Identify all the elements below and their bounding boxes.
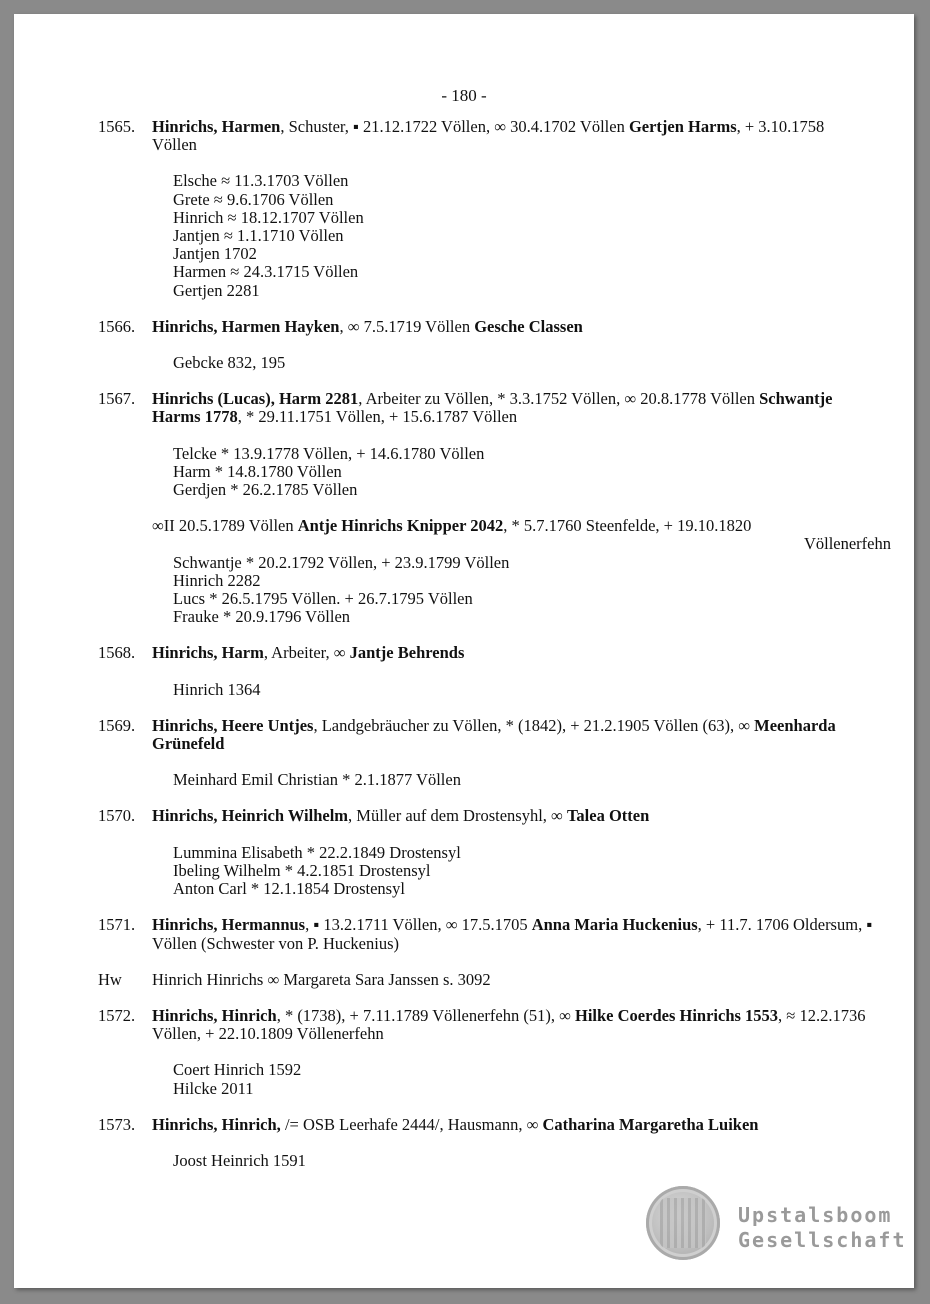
name-text: Talea Otten [566, 806, 650, 826]
genealogy-entries [98, 117, 891, 1188]
name-text: Anna Maria Huckenius [531, 915, 698, 935]
entry-number: 1568. [98, 643, 136, 663]
watermark-logo [738, 1203, 907, 1253]
entry-heading [152, 644, 873, 662]
genealogy-entry [98, 389, 891, 627]
detail-text: , ▪ 13.2.1711 Völlen, ∞ 17.5.1705 [305, 915, 532, 935]
name-text: Gertjen Harms [628, 117, 737, 136]
genealogy-entry [98, 971, 873, 989]
child-item: Joost Heinrich 1591 [173, 1150, 306, 1170]
child-item: Frauke * 20.9.1796 Völlen [173, 607, 351, 627]
detail-text: /= OSB Leerhafe 2444/, Hausmann, ∞ [280, 1114, 543, 1134]
child-item: Harmen ≈ 24.3.1715 Völlen [173, 262, 359, 282]
entry-heading [152, 118, 873, 154]
second-marriage-line [152, 517, 873, 535]
child-item: Jantjen ≈ 1.1.1710 Völlen [173, 226, 344, 246]
genealogy-entry [98, 1007, 873, 1098]
detail-text: Hinrich Hinrichs ∞ Margareta Sara Janssen s. 3092 [152, 969, 491, 989]
name-text: Hinrichs, Heinrich Wilhelm [152, 806, 349, 826]
name-text: Hinrichs, Heere Untjes [152, 715, 314, 735]
genealogy-entry [98, 717, 873, 790]
entry-number: 1565. [98, 117, 136, 136]
entry-number: 1570. [98, 806, 136, 826]
name-text: Meenharda Grünefeld [152, 715, 836, 754]
entry-heading [152, 807, 873, 825]
seal-emblem [660, 1198, 706, 1248]
detail-text: , + 11.7. 1706 Oldersum, ▪ Völlen (Schwester von P. Huckenius) [152, 915, 873, 953]
detail-text: , + 3.10.1758 Völlen [152, 117, 825, 155]
name-text: Hinrichs, Harmen Hayken [152, 316, 340, 336]
name-text: Hinrichs (Lucas), Harm 2281 [152, 389, 359, 409]
genealogy-entry [98, 644, 873, 698]
detail-text: , Schuster, ▪ 21.12.1722 Völlen, ∞ 30.4.1702 Völlen [280, 117, 629, 136]
name-text: Hinrichs, Hinrich [152, 1005, 277, 1025]
name-text: Gesche Classen [474, 316, 583, 336]
entry-heading [152, 717, 873, 753]
society-seal-icon [646, 1186, 720, 1260]
detail-text: ∞II 20.5.1789 Völlen [152, 516, 298, 536]
child-item: Grete ≈ 9.6.1706 Völlen [173, 189, 334, 209]
child-item: Ibeling Wilhelm * 4.2.1851 Drostensyl [173, 860, 431, 880]
entry-number: 1569. [98, 715, 136, 735]
entry-heading [152, 1007, 873, 1043]
children-list [152, 354, 873, 372]
children-list [152, 172, 873, 299]
genealogy-entry [98, 1116, 873, 1170]
genealogy-entry [98, 318, 873, 372]
detail-text: , * (1738), + 7.11.1789 Völlenerfehn (51), ∞ [276, 1005, 575, 1025]
entry-heading [152, 1116, 873, 1134]
detail-text: , * 5.7.1760 Steenfelde, + 19.10.1820 [503, 516, 752, 536]
page-number: - 180 - [441, 86, 487, 105]
name-text: Hilke Coerdes Hinrichs 1553 [575, 1005, 779, 1025]
child-item: Elsche ≈ 11.3.1703 Völlen [173, 171, 349, 191]
detail-text: , Landgebräucher zu Völlen, * (1842), + 21.2.1905 Völlen (63), ∞ [313, 715, 755, 735]
second-marriage-place: Völlenerfehn [803, 534, 891, 554]
genealogy-entry [98, 916, 873, 952]
entry-number: 1566. [98, 316, 136, 336]
child-item: Lummina Elisabeth * 22.2.1849 Drostensyl [173, 842, 461, 862]
child-item: Gerdjen * 26.2.1785 Völlen [173, 480, 358, 500]
children-list [152, 771, 873, 789]
child-item: Gertjen 2281 [173, 280, 260, 300]
child-item: Coert Hinrich 1592 [173, 1060, 302, 1080]
watermark-line-1: Upstalsboom [738, 1203, 893, 1227]
children-list [152, 554, 873, 627]
children-list [152, 1061, 873, 1097]
children-list [152, 1152, 873, 1170]
child-item: Hinrich ≈ 18.12.1707 Völlen [173, 207, 364, 227]
name-text: Hinrichs, Hinrich, [152, 1114, 281, 1134]
child-item: Meinhard Emil Christian * 2.1.1877 Völlen [173, 770, 461, 790]
entry-number: 1572. [98, 1005, 136, 1025]
child-item: Harm * 14.8.1780 Völlen [173, 461, 342, 481]
entry-number: Hw [98, 969, 122, 989]
child-item: Hinrich 1364 [173, 679, 261, 699]
detail-text: , Arbeiter zu Völlen, * 3.3.1752 Völlen, ∞ 20.8.1778 Völlen [358, 389, 760, 409]
detail-text: , Müller auf dem Drostensyhl, ∞ [348, 806, 567, 826]
name-text: Schwantje Harms 1778 [152, 389, 833, 427]
document-page [14, 14, 914, 1288]
name-text: Hinrichs, Harmen [152, 117, 281, 136]
entry-heading [152, 390, 873, 426]
detail-text: , ≈ 12.2.1736 Völlen, + 22.10.1809 Völlenerfehn [152, 1005, 866, 1044]
detail-text: , Arbeiter, ∞ [263, 643, 350, 663]
genealogy-entry [98, 807, 873, 898]
entry-number: 1573. [98, 1114, 136, 1134]
name-text: Jantje Behrends [349, 643, 465, 663]
child-item: Hilcke 2011 [173, 1078, 254, 1098]
child-item: Gebcke 832, 195 [173, 353, 286, 373]
child-item: Hinrich 2282 [173, 570, 261, 590]
second-marriage [152, 516, 891, 627]
name-text: Hinrichs, Harm [152, 643, 264, 663]
entry-number: 1567. [98, 389, 136, 409]
children-list [152, 844, 873, 899]
watermark-line-2: Gesellschaft [738, 1228, 907, 1252]
child-item: Anton Carl * 12.1.1854 Drostensyl [173, 879, 405, 899]
child-item: Telcke * 13.9.1778 Völlen, + 14.6.1780 Völlen [173, 443, 485, 463]
name-text: Hinrichs, Hermannus [152, 915, 306, 935]
entry-number: 1571. [98, 915, 136, 935]
child-item: Jantjen 1702 [173, 244, 257, 264]
genealogy-entry [98, 118, 873, 300]
name-text: Antje Hinrichs Knipper 2042 [297, 516, 504, 536]
children-list [152, 681, 873, 699]
child-item: Schwantje * 20.2.1792 Völlen, + 23.9.1799 Völlen [173, 552, 510, 572]
detail-text: , ∞ 7.5.1719 Völlen [339, 316, 475, 336]
children-list [152, 445, 873, 500]
entry-heading [152, 318, 873, 336]
detail-text: , * 29.11.1751 Völlen, + 15.6.1787 Völlen [237, 407, 518, 427]
entry-heading [152, 916, 873, 952]
entry-heading [152, 971, 873, 989]
child-item: Lucs * 26.5.1795 Völlen. + 26.7.1795 Völlen [173, 589, 473, 609]
name-text: Catharina Margaretha Luiken [542, 1114, 759, 1134]
